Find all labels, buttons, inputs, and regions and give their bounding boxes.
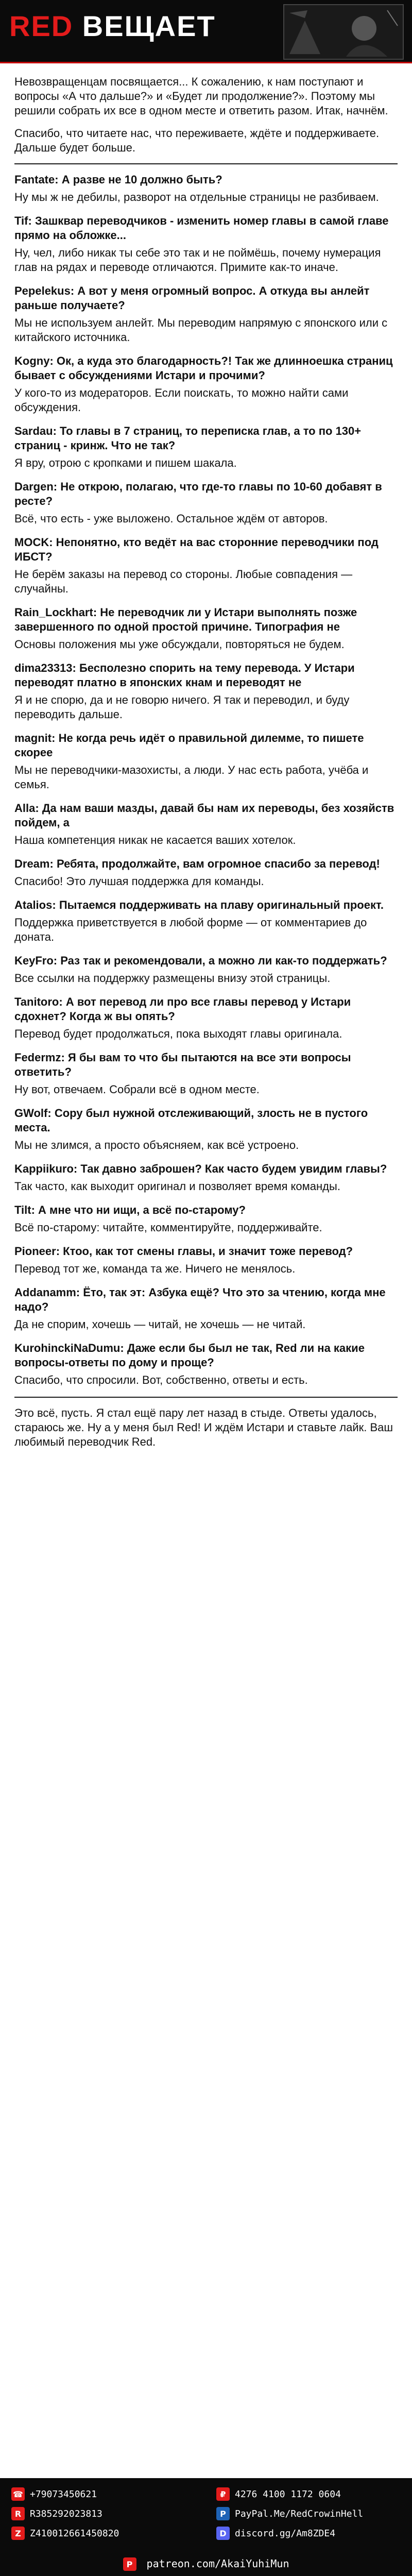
qa-item: [14, 535, 398, 596]
question: [14, 284, 398, 313]
question-text: Зашквар переводчиков - изменить номер главы в самой главе прямо на обложке...: [14, 214, 389, 242]
answer-text: Мы не используем анлейт. Мы переводим напрямую с японского или с китайского источника.: [14, 316, 388, 344]
question: [14, 605, 398, 634]
header: [0, 0, 412, 63]
username: magnit:: [14, 732, 56, 744]
footer-item-text: +79073450621: [30, 2488, 97, 2500]
footer-item[interactable]: [216, 2487, 401, 2501]
qa-item: [14, 731, 398, 792]
question-text: Не переводчик ли у Истари выполнять позже завершенного по одной простой причине. Типография не: [14, 606, 357, 633]
username: Alla:: [14, 802, 39, 815]
question: [14, 1203, 398, 1217]
answer-text: Ну, чел, либо никак ты себе это так и не поймёшь, почему нумерация глав на рядах и переводе отличаются. Примите как-то иначе.: [14, 246, 381, 274]
qa-item: [14, 661, 398, 722]
qa-item: [14, 801, 398, 848]
answer-text: Всё, что есть - уже выложено. Остальное ждём от авторов.: [14, 512, 328, 525]
answer-text: Так часто, как выходит оригинал и позволяет время команды.: [14, 1180, 340, 1193]
username: Tanitoro:: [14, 995, 63, 1008]
answer-text: Я и не спорю, да и не говорю ничего. Я так и переводил, и буду переводить дальше.: [14, 693, 350, 721]
username: Fantate:: [14, 173, 59, 186]
question-text: Ок, а куда это благодарность?! Так же длинноешка страниц бывает с обсуждениями Истари и прочими?: [14, 354, 393, 382]
footer-item-text: 4276 4100 1172 0604: [235, 2488, 341, 2500]
question-text: Ёто, так эт: Азбука ещё? Что это за чтению, когда мне надо?: [14, 1286, 386, 1313]
paypal-icon: P: [216, 2507, 230, 2520]
qa-item: [14, 424, 398, 470]
answer-text: Мы не злимся, а просто объясняем, как всё устроено.: [14, 1139, 299, 1151]
qa-item: [14, 480, 398, 526]
question-text: Я бы вам то что бы пытаются на все эти вопросы ответить?: [14, 1051, 351, 1078]
question: [14, 898, 398, 912]
intro-paragraph-1: Невозвращенцам посвящается... К сожалению, к нам поступают и вопросы «А что дальше?» и «Будет ли продолжение?». Поэтому мы решили собрать их все в одном месте и ответить разом. Итак, начнём.: [14, 75, 388, 117]
question: [14, 661, 398, 690]
footer: [0, 2478, 412, 2576]
username: Kappiikuro:: [14, 1162, 78, 1175]
question: [14, 535, 398, 564]
footer-item[interactable]: [11, 2527, 196, 2540]
answer-text: Спасибо! Это лучшая поддержка для команды.: [14, 875, 264, 888]
qa-item: [14, 605, 398, 652]
qa-item: [14, 1162, 398, 1194]
question-text: Раз так и рекомендовали, а можно ли как-то поддержать?: [60, 954, 387, 967]
qa-item: [14, 898, 398, 944]
footer-item-text: discord.gg/Am8ZDE4: [235, 2528, 336, 2539]
patreon-icon: P: [123, 2557, 136, 2571]
intro-paragraph-2: Спасибо, что читаете нас, что переживаете, ждёте и поддерживаете. Дальше будет больше.: [14, 127, 380, 154]
username: Pioneer:: [14, 1245, 60, 1258]
question-text: Ребята, продолжайте, вам огромное спасибо за перевод!: [56, 857, 380, 870]
manga-art-image: [283, 4, 404, 60]
username: Rain_Lockhart:: [14, 606, 97, 619]
qa-item: [14, 1050, 398, 1097]
card-icon: ₽: [216, 2487, 230, 2501]
footer-item-text: Z410012661450820: [30, 2528, 119, 2539]
wallet-z-icon: Z: [11, 2527, 25, 2540]
question: [14, 214, 398, 243]
qa-item: [14, 1244, 398, 1276]
phone-icon: ☎: [11, 2487, 25, 2501]
content: [0, 63, 412, 1478]
username: Addanamm:: [14, 1286, 80, 1299]
question-text: А разве не 10 должно быть?: [61, 173, 222, 186]
question-text: А вот у меня огромный вопрос. А откуда вы анлейт раньше получаете?: [14, 284, 370, 312]
question-text: Не когда речь идёт о правильной дилемме, то пишете скорее: [14, 732, 364, 759]
question-text: Непонятно, кто ведёт на вас сторонние переводчики под ИБСТ?: [14, 536, 379, 563]
question: [14, 731, 398, 760]
footer-item[interactable]: [11, 2507, 196, 2520]
question: [14, 995, 398, 1024]
qa-item: [14, 1106, 398, 1153]
question-text: Не открою, полагаю, что где-то главы по 10-60 добавят в ресте?: [14, 480, 382, 507]
qa-item: [14, 284, 398, 345]
brand-red: RED: [9, 10, 74, 42]
answer-text: Ну мы ж не дебилы, разворот на отдельные страницы не разбиваем.: [14, 191, 379, 204]
footer-item-text: R385292023813: [30, 2508, 102, 2519]
question-text: То главы в 7 страниц, то переписка глав, а то по 130+ страниц - кринж. Что не так?: [14, 425, 362, 452]
brand-logo: [9, 9, 216, 43]
answer-text: Все ссылки на поддержку размещены внизу этой страницы.: [14, 972, 331, 985]
divider-bottom: [14, 1397, 398, 1398]
answer-text: Не берём заказы на перевод со стороны. Любые совпадения — случайны.: [14, 568, 353, 595]
divider: [14, 163, 398, 164]
patreon-link[interactable]: [0, 2557, 412, 2571]
qa-list: [14, 173, 398, 1387]
patreon-text: patreon.com/AkaiYuhiMun: [146, 2557, 289, 2570]
question: [14, 954, 398, 968]
answer-text: Спасибо, что спросили. Вот, собственно, ответы и есть.: [14, 1374, 308, 1386]
outro-paragraph: Это всё, пусть. Я стал ещё пару лет назад в стыде. Ответы удалось, стараюсь же. Ну а у меня был Red! И ждём Истари и ставьте лайк. Ваш любимый переводчик Red.: [14, 1406, 393, 1448]
qa-item: [14, 173, 398, 205]
question-text: Пытаемся поддерживать на плаву оригинальный проект.: [59, 899, 384, 911]
answer-text: Я вру, отрою с кропками и пишем шакала.: [14, 456, 237, 469]
username: MOCK:: [14, 536, 53, 549]
answer-text: Поддержка приветствуется в любой форме — от комментариев до доната.: [14, 916, 367, 943]
answer-text: Перевод тот же, команда та же. Ничего не менялось.: [14, 1262, 296, 1275]
footer-item[interactable]: [216, 2527, 401, 2540]
question: [14, 1285, 398, 1314]
qa-item: [14, 1341, 398, 1387]
question: [14, 1341, 398, 1370]
answer-text: Наша компетенция никак не касается ваших хотелок.: [14, 834, 296, 846]
question: [14, 1050, 398, 1079]
question-text: Даже если бы был не так, Red ли на какие вопросы-ответы по дому и проще?: [14, 1342, 365, 1369]
wallet-icon: R: [11, 2507, 25, 2520]
question-text: А мне что ни ищи, а всё по-старому?: [38, 1204, 246, 1216]
answer-text: У кого-то из модераторов. Если поискать, то можно найти сами обсуждения.: [14, 386, 349, 414]
username: GWolf:: [14, 1107, 52, 1120]
footer-item-text: PayPal.Me/RedCrowinHell: [235, 2508, 364, 2519]
answer-text: Основы положения мы уже обсуждали, повторяться не будем.: [14, 638, 345, 651]
qa-item: [14, 214, 398, 275]
answer-text: Да не спорим, хочешь — читай, не хочешь — не читай.: [14, 1318, 306, 1331]
qa-item: [14, 1285, 398, 1332]
username: Federmz:: [14, 1051, 65, 1064]
question: [14, 173, 398, 187]
question-text: Бесполезно спорить на тему перевода. У Истари переводят платно в японских кнам и переводят не: [14, 662, 355, 689]
qa-item: [14, 857, 398, 889]
username: Pepelekus:: [14, 284, 75, 297]
username: Tilt:: [14, 1204, 35, 1216]
answer-text: Перевод будет продолжаться, пока выходят главы оригинала.: [14, 1027, 342, 1040]
qa-item: [14, 954, 398, 986]
username: KurohinckiNaDumu:: [14, 1342, 124, 1354]
username: KeyFro:: [14, 954, 58, 967]
username: Atalios:: [14, 899, 56, 911]
username: Dream:: [14, 857, 54, 870]
question: [14, 1162, 398, 1176]
qa-item: [14, 354, 398, 415]
question-text: А вот перевод ли про все главы перевод у Истари сдохнет? Когда ж вы опять?: [14, 995, 351, 1023]
brand-rest: ВЕЩАЕТ: [73, 10, 216, 42]
question: [14, 424, 398, 453]
discord-icon: D: [216, 2527, 230, 2540]
question: [14, 1244, 398, 1259]
question: [14, 1106, 398, 1135]
username: dima23313:: [14, 662, 76, 674]
answer-text: Мы не переводчики-мазохисты, а люди. У нас есть работа, учёба и семья.: [14, 764, 369, 791]
username: Dargen:: [14, 480, 58, 493]
footer-item[interactable]: [216, 2507, 401, 2520]
question-text: Сору был нужной отслеживающий, злость не в пустого места.: [14, 1107, 368, 1134]
question: [14, 801, 398, 830]
footer-item[interactable]: [11, 2487, 196, 2501]
question-text: Ктоо, как тот смены главы, и значит тоже перевод?: [63, 1245, 353, 1258]
question-text: Да нам ваши мазды, давай бы нам их переводы, без хозяйств пойдем, а: [14, 802, 394, 829]
question-text: Так давно заброшен? Как часто будем увидим главы?: [80, 1162, 387, 1175]
username: Sardau:: [14, 425, 57, 437]
qa-item: [14, 1203, 398, 1235]
question: [14, 354, 398, 383]
username: Kogny:: [14, 354, 54, 367]
question: [14, 857, 398, 871]
answer-text: Всё по-старому: читайте, комментируйте, поддерживайте.: [14, 1221, 322, 1234]
qa-item: [14, 995, 398, 1041]
answer-text: Ну вот, отвечаем. Собрали всё в одном месте.: [14, 1083, 260, 1096]
footer-links: [0, 2478, 412, 2540]
manga-illustration: [284, 5, 403, 59]
question: [14, 480, 398, 509]
username: Tif:: [14, 214, 32, 227]
